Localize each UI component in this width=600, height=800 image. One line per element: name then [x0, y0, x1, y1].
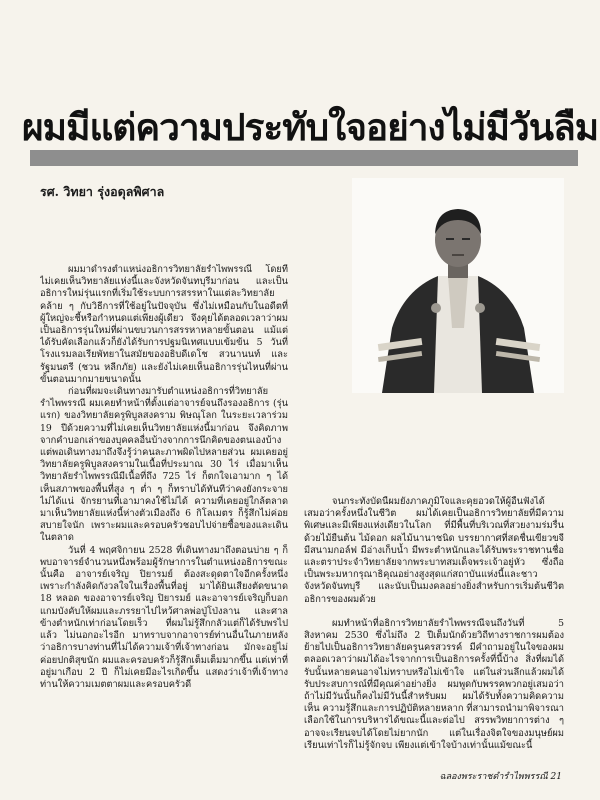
- author-byline: รศ. วิทยา รุ่งอดุลพิศาล: [40, 184, 165, 199]
- body-column-left: [40, 264, 288, 734]
- body-paragraph: ก่อนที่ผมจะเดินทางมารับตำแหน่งอธิการที่วิทยาลัยรำไพพรรณี ผมเคยทำหน้าที่ตั้งแต่อาจารย์จนถึงรองอธิการ (รุ่นแรก) ของวิทยาลัยครูพิบูลสงคราม พิษณุโลก ในระยะเวลาร่วม 19 ปีด้วยความที่ไม่เคยเห็นวิทยาลัยแห่งนี้มาก่อน จึงคิดภาพจากคำบอกเล่าของบุคคลอื่นบ้างจากการนึกคิดของตนเองบ้าง แต่พอเดินทางมาถึงจึงรู้ว่าคนละภาพผิดไปหลายส่วน ผมเคยอยู่วิทยาลัยครูพิบูลสงครามในเนื้อที่ประมาณ 30 ไร่ เมื่อมาเห็นวิทยาลัยรำไพพรรณีมีเนื้อที่ถึง 725 ไร่ ก็ตกใจเอามาก ๆ ได้เห็นสภาพของพื้นที่สูง ๆ ต่ำ ๆ ก็ทราบได้ทันทีว่าคงยังกระจายไม่ได้แน่ จักรยานที่เอามาคงใช้ไม่ได้ ความที่เคยอยู่ใกล้ตลาดมาเห็นวิทยาลัยแห่งนี้ห่างตัวเมืองถึง 6 กิโลเมตร ก็รู้สึกไม่ค่อยสบายใจนัก เพราะผมและครอบครัวชอบไปจ่ายซื้อของและเดินในตลาด: [40, 386, 288, 544]
- title-divider-bar: [30, 150, 578, 166]
- body-paragraph: วันที่ 4 พฤศจิกายน 2528 ที่เดินทางมาถึงตอนบ่าย ๆ ก็พบอาจารย์จำนวนหนึ่งพร้อมผู้รักษาการในตำแหน่งอธิการขณะนั้นคือ อาจารย์เจริญ ปิยารมย์ ต้องสะดุดตาใจอีกครั้งหนึ่งเพราะกำลังคิดกังวลใจในเรื่องพื้นที่อยู่ มาได้ยินเสียงตัดขนาด 18 หลอด ของอาจารย์เจริญ ปิยารมย์ และอาจารย์เจริญก็บอกแกมบังคับให้ผมและภรรยาไปไหว้ศาลพ่อปู่โป่งลาน และศาลข้างตำหนักเท่าก่อนโดยเร็ว ที่ผมไม่รู้สึกกลัวแต่ก็ได้รับพรไปแล้ว ไม่นอกอะไรอีก มาทราบจากอาจารย์ท่านอื่นในภายหลังว่าอธิการบางท่านที่ไม่ได้ความเจ้าที่เจ้าทางก่อน มักจะอยู่ไม่ค่อยปกติสุขนัก ผมและครอบครัวก็รู้สึกเต็มเต็มมากขึ้น แต่เท่าที่อยู่มาเกือบ 2 ปี ก็ไม่เคยมีอะไรเกิดขึ้น แสดงว่าเจ้าที่เจ้าทางท่านให้ความเมตตาผมและครอบครัวดี: [40, 544, 288, 690]
- portrait-photo: [352, 178, 564, 393]
- portrait-photo-icon: [352, 178, 564, 393]
- body-column-right: [304, 496, 564, 768]
- body-paragraph: จนกระทั่งบัดนี้ผมยังภาคภูมิใจและคุยอวดให้ผู้อื่นฟังได้เสมอว่าครั้งหนึ่งในชีวิต ผมได้เคยเป็นอธิการวิทยาลัยที่มีความพิเศษและมีเพียงแห่งเดียวในโลก ที่มีพื้นที่บริเวณที่สวยงามร่มรื่นด้วยไม้ยืนต้น ไม้ดอก ผลไม้นานาชนิด บรรยากาศที่สดชื่นเขียวขจี มีสนามกอล์ฟ มีอ่างเก็บน้ำ มีพระตำหนักและได้รับพระราชทานชื่อและตราประจำวิทยาลัยจากพระบาทสมเด็จพระเจ้าอยู่หัว ซึ่งถือเป็นพระมหากรุณาธิคุณอย่างสูงสุดแก่สถาบันแห่งนี้และชาวจังหวัดจันทบุรี และนับเป็นมงคลอย่างยิ่งสำหรับการเริ่มต้นชีวิตอธิการของผมด้วย: [304, 496, 564, 605]
- page-footer: ฉลองพระราชดำรำไพพรรณี 21: [439, 772, 562, 782]
- body-paragraph: ผมมาดำรงตำแหน่งอธิการวิทยาลัยรำไพพรรณี โดยที่ไม่เคยเห็นวิทยาลัยแห่งนี้และจังหวัดจันทบุรีมาก่อน และเป็นอธิการใหม่รุ่นแรกที่เริ่มใช้ระบบการสรรหาในแต่ละวิทยาลัยคล้าย ๆ กับวิธีการที่ใช้อยู่ในปัจจุบัน ซึ่งไม่เหมือนกับในอดีตที่ผู้ใหญ่จะชี้หรือกำหนดแต่เพียงผู้เดียว จึงคุยได้ตลอดเวลาว่าผมเป็นอธิการรุ่นใหม่ที่ผ่านขบวนการสรรหาหลายขั้นตอน แม้แต่ได้รับคัดเลือกแล้วก็ยังได้รับการปฐมนิเทศแบบเข้มข้น 5 วันที่โรงแรมลอเรียพัทยาในสมัยของอธิบดีเดโช สวนานนท์ และรัฐมนตรี (ชวน หลีกภัย) และยังไม่เคยเห็นอธิการรุ่นไหนที่ผ่านขั้นตอนมากมายขนาดนั้น: [40, 264, 288, 385]
- article-title: ผมมีแต่ความประทับใจอย่างไม่มีวันลืม: [22, 106, 599, 149]
- body-paragraph: ผมทำหน้าที่อธิการวิทยาลัยรำไพพรรณีจนถึงวันที่ 5 สิงหาคม 2530 ซึ่งไม่ถึง 2 ปีเต็มนักด้วยวิถีทางราชการผมต้องย้ายไปเป็นอธิการวิทยาลัยครูนครสวรรค์ มีคำถามอยู่ในใจของผมตลอดเวลาว่าผมได้อะไรจากการเป็นอธิการครั้งที่นี้บ้าง สิ่งที่ผมได้รับนั้นหลายคนอาจไม่ทราบหรือไม่เข้าใจ แต่ในส่วนลึกแล้วผมได้รับประสบการณ์ที่มีคุณค่าอย่างยิ่ง ผมพูดกับพรรคพวกอยู่เสมอว่าถ้าไม่มีวันนั้นก็คงไม่มีวันนี้สำหรับผม ผมได้รับทั้งความคิดความเห็น ความรู้สึกและการปฏิบัติหลายหลาก ที่สามารถนำมาพิจารณาเลือกใช้ในการบริหารได้ขณะนี้และต่อไป สรรพวิทยาการต่าง ๆ อาจจะเรียนจบได้โดยไม่ยากนัก แต่ในเรื่องจิตใจของมนุษย์ผมเรียนเท่าไรก็ไม่รู้จักจบ เพียงแต่เข้าใจบ้างเท่านั้นแม้ขณะนี้: [304, 617, 564, 751]
